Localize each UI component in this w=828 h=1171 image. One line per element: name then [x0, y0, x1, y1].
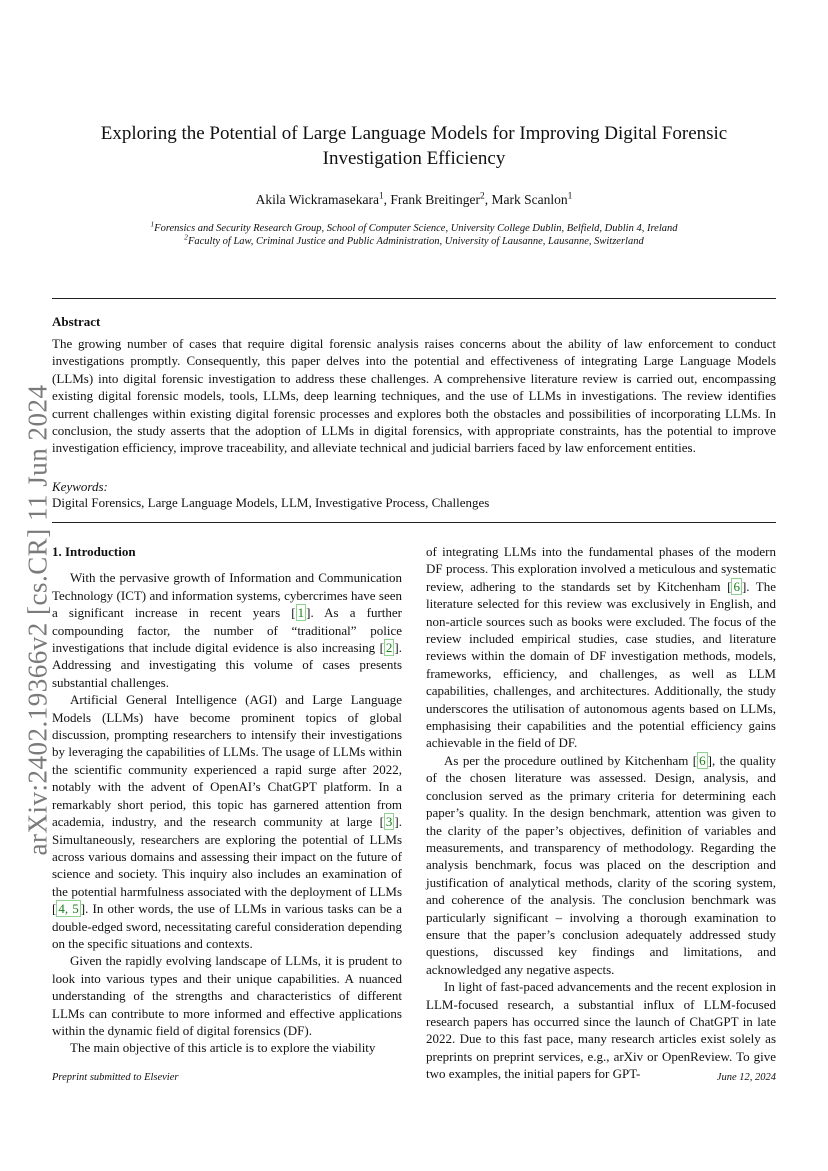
abstract-text: The growing number of cases that require digital forensic analysis raises concerns about the ability of law enforcement to conduct investigations promptly. Consequently, this paper delves into the potential and effectiveness of integrating Large Language Models (LLMs) into digital forensic investigation to address these challenges. A comprehensive literature review is carried out, encompassing existing digital forensic models, tools, LLMs, deep learning techniques, and the use of LLMs in investigations. The review identifies current challenges within existing digital forensic processes and explores both the obstacles and possibilities of incorporating LLMs. In conclusion, the study asserts that the adoption of LLMs in digital forensics, with appropriate constraints, has the potential to improve investigation efficiency, improve traceability, and alleviate technical and judicial barriers faced by law enforcement entities.	[52, 336, 776, 456]
paragraph-text: . Simultaneously, researchers are exploring the potential of LLMs across various domains and assessing their impact on the future of science and society. This inquiry also includes an examination of the potential harmfulness associated with the deployment of LLMs	[52, 814, 402, 899]
affiliation	[60, 219, 768, 235]
author-list: Akila Wickramasekara$^1$, Frank Breitinger$^2$, Mark Scanlon$^1$	[255, 191, 573, 207]
body-paragraph	[52, 1039, 402, 1056]
paragraph-text: Given the rapidly evolving landscape of LLMs, it is prudent to look into various types and their unique capabilities. A nuanced understanding of the strengths and characteristics of different LLMs can contribute to more informed and effective applications within the dynamic field of digital forensics (DF).	[52, 953, 402, 1038]
paragraph-text: With the pervasive growth of Information and Communication Technology (ICT) and information systems, cybercrimes have seen a significant increase in recent years	[52, 570, 402, 621]
body-paragraph: Artificial General Intelligence (AGI) and Large Language Models (LLMs) have become prominent topics of global discussion, prompting researchers to intensify their investigations by leveraging the capabilities of LLMs. The usage of LLMs within the scientific community experienced a rapid surge after 2022, notably with the advent of OpenAI’s ChatGPT platform. In a remarkably short period, this topic has garnered attention from academia, industry, and the research community at large [ 3 ]. Simultaneously, researchers are exploring the potential of LLMs across various domains and assessing their impact on the future of science and society. This inquiry also includes an examination of the potential harmfulness associated with the deployment of LLMs [ 4, 5 ]. In other words, the use of LLMs in various tasks can be a double-edged sword, necessitating careful consideration depending on the specific situations and contexts.	[52, 692, 403, 951]
author-affil-mark: 2	[480, 191, 485, 202]
citation-link[interactable]: 3	[385, 814, 393, 830]
affiliation-text: Faculty of Law, Criminal Justice and Public Administration, University of Lausanne, Lausanne, Switzerland	[187, 236, 644, 247]
footer-journal-note: Preprint submitted to Elsevier	[52, 1072, 179, 1083]
paragraph-text: , the quality of the chosen literature was assessed. Design, analysis, and conclusion served as the primary criteria for determining each paper’s quality. In the design benchmark, attention was given to the clarity of the paper’s objectives, definition of variables and measurements, and transparency of methodology. Regarding the analysis benchmark, focus was placed on the description and justification of analytical methods, clarity of the scoring system, and coherence of the analysis. The conclusion benchmark was particularly significant – involving a thorough examination to ensure that the paper’s conclusion adequately addressed study questions, discussed key findings and limitations, and acknowledged any negative aspects.	[426, 752, 776, 977]
body-paragraph	[426, 978, 776, 1082]
divider-bottom	[52, 522, 776, 523]
paper-title: Exploring the Potential of Large Language Models for Improving Digital Forensic Investigation Efficiency	[100, 123, 728, 169]
left-column-body	[52, 569, 402, 1056]
abstract-heading: Abstract	[52, 314, 101, 329]
right-column-body	[426, 543, 776, 1083]
affiliation-text: Forensics and Security Research Group, School of Computer Science, University College Dublin, Belfield, Dublin 4, Ireland	[154, 223, 678, 234]
author-name: Frank Breitinger	[390, 192, 481, 207]
author-affil-mark: 1	[378, 191, 384, 202]
left-column	[52, 543, 402, 1057]
citation-link[interactable]: 6	[699, 752, 706, 768]
section-heading: 1. Introduction	[52, 544, 136, 559]
author-affil-mark: 1	[567, 191, 573, 202]
paragraph-text: Artificial General Intelligence (AGI) and Large Language Models (LLMs) have become prominent topics of global discussion, prompting researchers to intensify their investigations by leveraging the capabilities of LLMs. The usage of LLMs within the scientific community experienced a rapid surge after 2022, notably with the advent of OpenAI’s ChatGPT platform. In a remarkably short period, this topic has garnered attention from academia, industry, and the research community at large	[52, 692, 402, 830]
paragraph-text: The main objective of this article is to explore the viability	[70, 1040, 376, 1056]
affiliation-mark: 1	[150, 219, 155, 229]
footer-date: June 12, 2024	[716, 1072, 776, 1083]
citation-link[interactable]: 4, 5	[58, 901, 79, 917]
right-column	[426, 543, 776, 1083]
keywords-heading: Keywords:	[52, 479, 108, 494]
citation-link[interactable]: 1	[297, 605, 305, 621]
citation-link[interactable]: 6	[733, 578, 740, 594]
body-paragraph: As per the procedure outlined by Kitchenham [ 6 ], the quality of the chosen literature was assessed. Design, analysis, and conclusion served as the primary criteria for determining each paper’s quality. In the design benchmark, attention was given to the clarity of the paper’s objectives, definition of variables and measurements, and transparency of methodology. Regarding the analysis benchmark, focus was placed on the description and justification of analytical methods, clarity of the scoring system, and coherence of the analysis. The conclusion benchmark was particularly significant – involving a thorough examination to ensure that the paper’s conclusion adequately addressed study questions, discussed key findings and limitations, and acknowledged any negative aspects.	[426, 752, 776, 977]
affiliation	[60, 232, 768, 248]
paragraph-text: . As a further compounding factor, the number of “traditional” police investigations that include digital evidence is also increasing	[52, 605, 402, 656]
paragraph-text: . Addressing and investigating this volume of cases presents substantial challenges.	[52, 640, 402, 690]
body-paragraph: With the pervasive growth of Information and Communication Technology (ICT) and information systems, cybercrimes have seen a significant increase in recent years [ 1 ]. As a further compounding factor, the number of “traditional” police investigations that include digital evidence is also increasing [ 2 ]. Addressing and investigating this volume of cases presents substantial challenges.	[52, 570, 402, 690]
body-paragraph	[52, 952, 402, 1039]
keywords-text: Digital Forensics, Large Language Models, LLM, Investigative Process, Challenges	[52, 495, 490, 510]
paragraph-text: . The literature selected for this review was exclusively in English, and non-article sources such as books were excluded. The focus of the review included empirical studies, case studies, and literature reviews within the domain of DF investigation methods, models, frameworks, efficiency, and challenges, as well as LLM capabilities, challenges, and architectures. Additionally, the study underscores the utilisation of autonomous agents based on LLMs, emphasising their capabilities and the potential efficiency gains achievable in the field of DF.	[426, 578, 776, 751]
author-name: Mark Scanlon	[491, 192, 568, 207]
author-name: Akila Wickramasekara	[255, 192, 379, 207]
paragraph-text: . In other words, the use of LLMs in various tasks can be a double-edged sword, necessitating careful consideration depending on the specific situations and contexts.	[52, 901, 403, 951]
paragraph-text: In light of fast-paced advancements and the recent explosion in LLM-focused research, a substantial influx of LLM-focused research papers has occurred since the launch of ChatGPT in late 2022. Due to this fast pace, many research articles exist solely as preprints on preprint services, e.g., arXiv or OpenReview. To give two examples, the initial papers for GPT-	[426, 979, 776, 1082]
body-paragraph: of integrating LLMs into the fundamental phases of the modern DF process. This exploration involved a meticulous and systematic review, adhering to the standards set by Kitchenham [ 6 ]. The literature selected for this review was exclusively in English, and non-article sources such as books were excluded. The focus of the review included empirical studies, case studies, and literature reviews within the domain of DF investigation methods, models, frameworks, efficiency, and challenges, as well as LLM capabilities, challenges, and architectures. Additionally, the study underscores the utilisation of autonomous agents based on LLMs, emphasising their capabilities and the potential efficiency gains achievable in the field of DF.	[426, 544, 776, 751]
citation-link[interactable]: 2	[385, 640, 393, 656]
affiliations	[60, 219, 768, 248]
arxiv-identifier: arXiv:2402.19366v2 [cs.CR] 11 Jun 2024	[22, 384, 53, 856]
divider-top	[52, 298, 776, 299]
paragraph-text: As per the procedure outlined by Kitchenham	[444, 752, 693, 768]
paragraph-text: of integrating LLMs into the fundamental phases of the modern DF process. This exploration involved a meticulous and systematic review, adhering to the standards set by Kitchenham	[426, 544, 776, 594]
affiliation-mark: 2	[184, 232, 188, 242]
